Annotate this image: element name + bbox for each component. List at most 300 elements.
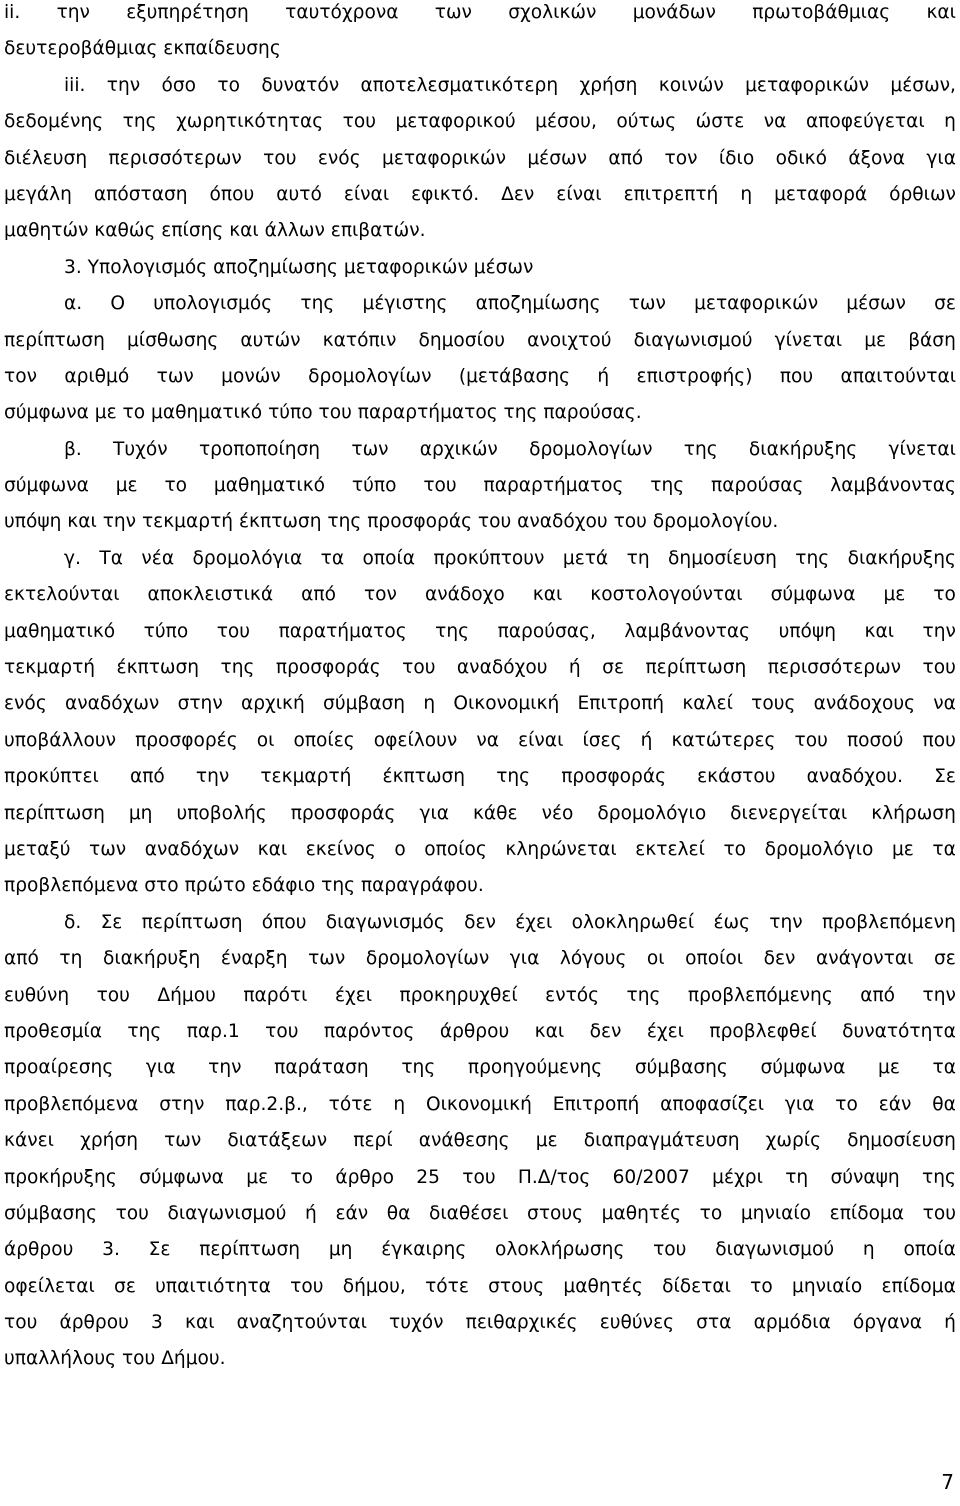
word: των [89, 838, 127, 860]
word: διαγωνισμού [167, 1202, 287, 1224]
word: διαγωνισμού [715, 1239, 835, 1261]
word: προκύπτει [4, 766, 99, 788]
word: χρήση [80, 1130, 138, 1152]
word: Τα [99, 547, 123, 569]
word: από [608, 147, 644, 169]
word: στους [527, 1202, 584, 1224]
word: σύμβασης [634, 1057, 728, 1079]
word: να [476, 729, 499, 751]
text-line [4, 1232, 956, 1268]
word: διέλευση [4, 147, 88, 169]
word: μη [328, 1239, 353, 1261]
word: έχει [646, 1020, 684, 1042]
word: των [351, 438, 389, 460]
text-line [4, 686, 956, 722]
text-line [4, 1269, 956, 1305]
word: διαπραγμάτευση [583, 1130, 740, 1152]
word: που [779, 365, 814, 387]
word: αρχική [240, 693, 305, 715]
word: οφείλουν [373, 729, 458, 751]
word: από [301, 584, 336, 606]
word: του [96, 984, 130, 1006]
word: στους [488, 1275, 545, 1297]
text-line [4, 432, 956, 468]
word: σχολικών [508, 2, 597, 23]
word: τα [320, 547, 345, 569]
word: μαθηματικό [4, 620, 116, 642]
word: χωρίς [765, 1130, 821, 1152]
word: της [435, 620, 470, 642]
word: των [628, 293, 666, 315]
word: ή [597, 365, 610, 387]
word: 3 [151, 1312, 163, 1334]
word: κλήρωση [871, 802, 956, 824]
word: τύπο [143, 620, 189, 642]
word: Τυχόν [113, 438, 168, 460]
word: έγκαιρης [381, 1239, 467, 1261]
word: της [650, 475, 685, 497]
text-line [4, 614, 956, 650]
word: παρ.1 [186, 1020, 240, 1042]
word: της [922, 1166, 956, 1188]
word: του [290, 1275, 324, 1297]
document-body [4, 0, 956, 1378]
word: τότε [425, 1275, 469, 1297]
word: κοινών [658, 74, 724, 96]
word: για [145, 1057, 176, 1079]
word: του [402, 657, 436, 679]
word: 60/2007 [612, 1166, 690, 1188]
word: μέσων [527, 147, 587, 169]
word: από [860, 984, 896, 1006]
word: οι [646, 948, 665, 970]
text-line [4, 1305, 956, 1341]
word: μηνιαίο [792, 1275, 863, 1297]
word: του [462, 1166, 496, 1188]
word: ολοκληρωθεί [571, 911, 695, 933]
word: σύμβαση [323, 693, 406, 715]
word: ανάδοχους [813, 693, 916, 715]
word: λαμβάνοντας [830, 475, 956, 497]
word: των [156, 365, 194, 387]
word: προβλεπόμενη [821, 911, 956, 933]
word: όργανα [852, 1312, 922, 1334]
text-line [4, 68, 956, 104]
word: την [922, 984, 956, 1006]
word: την [106, 74, 141, 96]
word: άξονα [848, 147, 906, 169]
word: ολοκλήρωσης [495, 1239, 625, 1261]
word: οποίος [424, 838, 487, 860]
word: της [122, 111, 157, 133]
word: της [127, 1020, 162, 1042]
word: της [626, 984, 661, 1006]
word: τον [4, 365, 37, 387]
word: μέσων, [890, 74, 956, 96]
word: του [342, 111, 376, 133]
word: προβλεπόμενης [687, 984, 833, 1006]
word: εκτελεί [635, 838, 705, 860]
word: διακήρυξης [748, 438, 858, 460]
page-number: 7 [941, 1470, 954, 1494]
text-line [4, 796, 956, 832]
word: δρομολόγιο [764, 838, 874, 860]
word: όσο [161, 74, 197, 96]
text-line [4, 577, 956, 613]
word: το [217, 74, 240, 96]
word: γίνεται [774, 329, 843, 351]
word: μονών [221, 365, 281, 387]
word: ενός [317, 147, 361, 169]
word: παρατήματος [278, 620, 407, 642]
word: αποζημίωσης [475, 293, 601, 315]
word: ο [394, 838, 406, 860]
word: αναδόχου [456, 657, 548, 679]
word: ποσού [846, 729, 904, 751]
word: δυνατότητα [842, 1020, 956, 1042]
text-line [4, 978, 956, 1014]
word: επιστροφής) [636, 365, 753, 387]
word: ευθύνη [4, 984, 70, 1006]
word: μη [128, 802, 153, 824]
word: δίδεται [662, 1275, 731, 1297]
word: την [208, 1057, 242, 1079]
word: προκηρυχθεί [399, 984, 518, 1006]
word: ή [640, 729, 653, 751]
text-line [4, 541, 956, 577]
word: τεκμαρτή [260, 766, 352, 788]
word: και [184, 1312, 215, 1334]
word: γ. [64, 547, 81, 569]
word: για [419, 802, 449, 824]
word: παρούσας, [497, 620, 596, 642]
word: μεταφορικών [745, 74, 870, 96]
word: του [263, 147, 297, 169]
word: το [750, 1275, 773, 1297]
word: έως [713, 911, 751, 933]
word: τον [664, 147, 698, 169]
word: προηγούμενης [467, 1057, 603, 1079]
word: εκτελούνται [4, 584, 120, 606]
word: αναδόχων [64, 693, 160, 715]
word: εκείνος [305, 838, 376, 860]
word: εφικτό. [411, 183, 480, 205]
word: (μετάβασης [458, 365, 571, 387]
word: την [56, 2, 90, 23]
word: νέα [141, 547, 175, 569]
text-line [4, 104, 956, 140]
word: κατώτερες [671, 729, 776, 751]
word: για [784, 1093, 815, 1115]
word: σύμβασης [4, 1202, 97, 1224]
word: όπου [261, 911, 307, 933]
word: σύμφωνα [4, 475, 89, 497]
text-line [4, 141, 956, 177]
word: μέσων [846, 293, 906, 315]
word: μηνιαίο [740, 1202, 812, 1224]
word: δήμου, [342, 1275, 406, 1297]
word: των [308, 948, 346, 970]
word: για [509, 948, 540, 970]
word: το [164, 475, 188, 497]
word: μεγάλη [4, 183, 72, 205]
word: οι [256, 729, 275, 751]
word: που [922, 729, 956, 751]
word: του [794, 729, 828, 751]
word: οφείλεται [4, 1275, 95, 1297]
word: στην [159, 1093, 205, 1115]
text-line [4, 323, 956, 359]
word: έκπτωση [382, 766, 466, 788]
word: η [740, 183, 753, 205]
word: τα [932, 838, 956, 860]
word: μέγιστης [362, 293, 448, 315]
word: σύμφωνα [139, 1166, 224, 1188]
word: από [129, 766, 165, 788]
word: προκήρυξης [4, 1166, 117, 1188]
word: διατάξεων [227, 1130, 328, 1152]
word: αποφεύγεται [805, 111, 925, 133]
word: δρομολόγια [192, 547, 303, 569]
text-line [4, 650, 956, 686]
word: στην [177, 693, 223, 715]
word: πρωτοβάθμιας [752, 2, 891, 23]
word: από [4, 948, 39, 970]
word: κοστολογούνται [590, 584, 743, 606]
text-line: μαθητών καθώς επίσης και άλλων επιβατών. [4, 220, 426, 242]
word: με [891, 838, 914, 860]
word: iii. [64, 74, 86, 96]
word: μαθητές [563, 1275, 643, 1297]
word: και [534, 1020, 565, 1042]
word: ii. [4, 2, 21, 23]
word: αρχικών [419, 438, 498, 460]
word: οποία [362, 547, 416, 569]
word: της [683, 438, 718, 460]
word: καλεί [682, 693, 733, 715]
word: παράταση [274, 1057, 369, 1079]
word: του [423, 475, 457, 497]
word: να [933, 693, 956, 715]
word: τεκμαρτή [4, 657, 96, 679]
text-line [4, 286, 956, 322]
word: β. [64, 438, 82, 460]
word: παραρτήματος [483, 475, 624, 497]
text-line [4, 359, 956, 395]
word: επίδομα [829, 1202, 905, 1224]
word: εκάστου [697, 766, 776, 788]
word: αποκλειστικά [147, 584, 274, 606]
text-line [4, 0, 956, 31]
word: περί [353, 1130, 393, 1152]
word: τροποποίηση [198, 438, 321, 460]
word: των [164, 1130, 202, 1152]
word: μεταφορικού [395, 111, 516, 133]
text-line [4, 941, 956, 977]
word: οποία [903, 1239, 956, 1261]
word: οποίες [293, 729, 355, 751]
word: ίδιο [718, 147, 755, 169]
text-line [4, 1087, 956, 1123]
word: παρούσας [711, 475, 804, 497]
word: υπόψη [778, 620, 836, 642]
word: η [944, 111, 956, 133]
word: μέχρι [712, 1166, 763, 1188]
word: στα [696, 1312, 732, 1334]
word: οποίοι [685, 948, 744, 970]
word: την [769, 911, 803, 933]
word: περίπτωση [199, 1239, 301, 1261]
word: δεν [763, 948, 796, 970]
word: λόγους [559, 948, 627, 970]
word: έναρξη [220, 948, 288, 970]
word: σε [602, 657, 624, 679]
word: α. [64, 293, 83, 315]
word: Επιτροπή [577, 693, 665, 715]
word: υπαιτιότητα [155, 1275, 271, 1297]
text-line: δευτεροβάθμιας εκπαίδευσης [4, 38, 281, 60]
word: σε [114, 1275, 136, 1297]
word: του [653, 1239, 687, 1261]
word: υπολογισμός [153, 293, 273, 315]
word: την [922, 620, 956, 642]
word: της [300, 293, 335, 315]
word: περίπτωση [4, 802, 105, 824]
word: περίπτωση [141, 911, 243, 933]
word: σε [934, 293, 956, 315]
word: τη [626, 547, 650, 569]
word: Ο [110, 293, 126, 315]
word: και [257, 838, 288, 860]
text-line [4, 905, 956, 941]
word: χρήση [579, 74, 638, 96]
word: άρθρο [335, 1166, 394, 1188]
text-line: σύμφωνα με το μαθηματικό τύπο του παραρτήματος της παρούσας. [4, 402, 642, 424]
word: της [401, 1057, 436, 1079]
word: η [423, 693, 436, 715]
word: και [864, 620, 895, 642]
word: προσφορές [135, 729, 238, 751]
word: ανάδοχο [424, 584, 505, 606]
word: επίδομα [881, 1275, 956, 1297]
word: προκύπτουν [433, 547, 545, 569]
word: όπου [209, 183, 255, 205]
word: παρότι [243, 984, 308, 1006]
word: των [434, 2, 472, 23]
text-line: προβλεπόμενα στο πρώτο εδάφιο της παραγράφου. [4, 875, 484, 897]
word: προσφοράς [290, 802, 396, 824]
text-line [4, 723, 956, 759]
word: το [835, 1093, 858, 1115]
word: την [195, 766, 230, 788]
word: ίσες [582, 729, 622, 751]
word: και [532, 584, 563, 606]
word: σύναψη [830, 1166, 900, 1188]
text-line [4, 1014, 956, 1050]
word: μέσου, [535, 111, 597, 133]
word: με [246, 1166, 269, 1188]
word: η [862, 1239, 875, 1261]
word: του [216, 620, 251, 642]
word: διαγωνισμού [633, 329, 753, 351]
word: 25 [416, 1166, 440, 1188]
text-line: υπαλλήλους του Δήμου. [4, 1348, 226, 1370]
word: προβλεφθεί [709, 1020, 817, 1042]
word: οδικό [775, 147, 827, 169]
word: πειθαρχικές [465, 1312, 578, 1334]
word: δεν [464, 911, 496, 933]
text-line [4, 1123, 956, 1159]
word: βάση [908, 329, 956, 351]
word: και [926, 2, 956, 23]
word: θα [386, 1202, 411, 1224]
word: ευθύνες [599, 1312, 675, 1334]
word: σύμφωνα [770, 584, 856, 606]
word: δεν [589, 1020, 622, 1042]
word: μίσθωσης [126, 329, 219, 351]
word: με [864, 329, 887, 351]
word: άρθρου [439, 1020, 510, 1042]
word: περίπτωση [4, 329, 105, 351]
word: διακήρυξη [102, 948, 201, 970]
word: κατόπιν [322, 329, 397, 351]
word: μετά [562, 547, 609, 569]
word: είναι [343, 183, 390, 205]
word: Σε [100, 911, 123, 933]
word: διενεργείται [730, 802, 848, 824]
word: μεταφορικών [694, 293, 819, 315]
word: γίνεται [888, 438, 956, 460]
word: μαθηματικό [213, 475, 326, 497]
word: αριθμό [64, 365, 130, 387]
word: με [115, 475, 138, 497]
word: αυτό [276, 183, 322, 205]
word: δημοσίου [418, 329, 506, 351]
word: νέο [541, 802, 574, 824]
word: είναι [556, 183, 602, 205]
word: μαθητές [601, 1202, 682, 1224]
word: δημοσίευση [668, 547, 777, 569]
word: μεταφορικών [381, 147, 506, 169]
word: υποβολής [176, 802, 267, 824]
word: σύμφωνα [760, 1057, 846, 1079]
word: δεδομένης [4, 111, 104, 133]
word: κάθε [472, 802, 518, 824]
word: δρομολόγιο [597, 802, 707, 824]
word: του [922, 1202, 956, 1224]
word: το [699, 1202, 723, 1224]
word: κάνει [4, 1130, 54, 1152]
word: για [926, 147, 956, 169]
word: ώστε [695, 111, 745, 133]
word: έκπτωση [116, 657, 200, 679]
text-line: 3. Υπολογισμός αποζημίωσης μεταφορικών μέσων [64, 256, 534, 278]
word: απόσταση [93, 183, 188, 205]
word: μεταξύ [4, 838, 71, 860]
text-line: υπόψη και την τεκμαρτή έκπτωση της προσφοράς του αναδόχου του δρομολογίου. [4, 511, 779, 533]
word: επιτρεπτή [623, 183, 719, 205]
word: άρθρου [59, 1312, 129, 1334]
word: προαίρεσης [4, 1057, 114, 1079]
word: του [265, 1020, 299, 1042]
word: να [763, 111, 787, 133]
word: τη [785, 1166, 809, 1188]
word: λαμβάνοντας [624, 620, 751, 642]
word: της [220, 657, 255, 679]
word: τους [751, 693, 796, 715]
word: έχει [515, 911, 553, 933]
word: τη [59, 948, 83, 970]
